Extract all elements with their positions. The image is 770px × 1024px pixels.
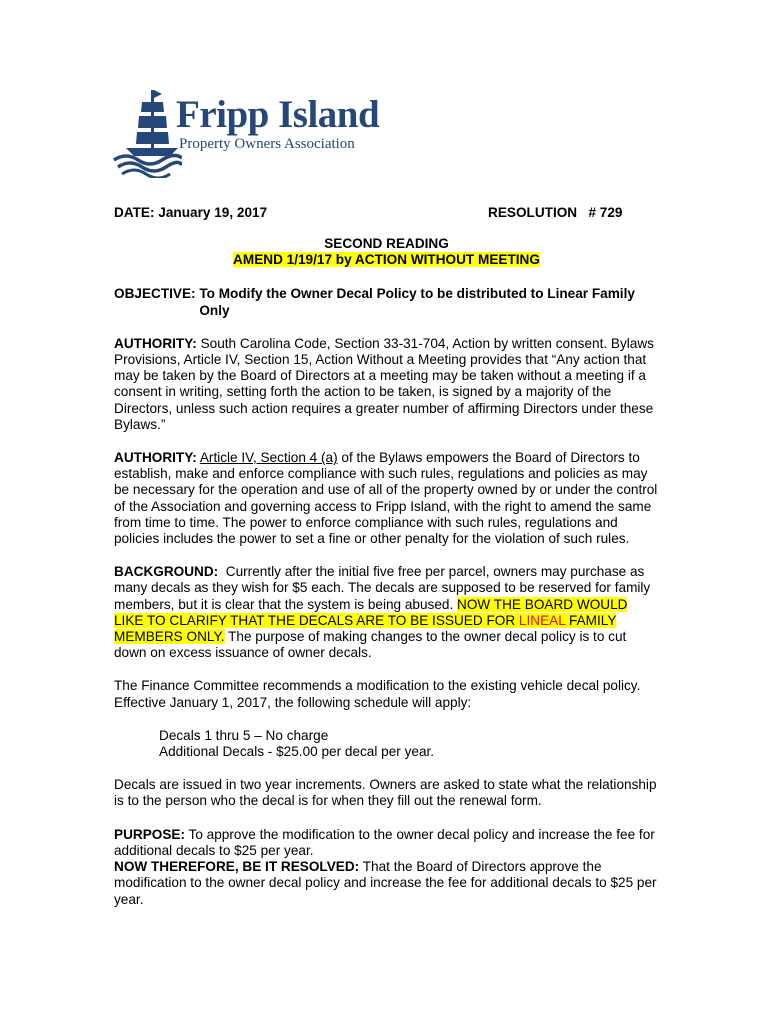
background-paragraph [114,564,659,661]
document-date: DATE: January 19, 2017 [114,205,268,220]
authority-paragraph-1 [114,336,659,433]
authority-text: of the Bylaws empowers the Board of Directors to establish, make and enforce compliance with such rules, regulations and policies as may be necessary for the operation and use of all of the property owned by or under the control of the Association and governing access to Fripp Island, with the right to amend the same from time to time. The power to enforce compliance with such rules, regulations and policies includes the power to set a fine or other penalty for the violation of such rules. [114,450,658,547]
bylaws-article-reference: Article IV, Section 4 (a) [199,450,338,466]
purpose-paragraph [114,827,659,859]
resolution-number: RESOLUTION # 729 [488,205,623,220]
purpose-label: PURPOSE: [114,826,186,842]
authority-text: South Carolina Code, Section 33-31-704, Action by written consent. Bylaws Provisions, Article IV, Section 15, Action Without a Meeting provides that “Any action that may be taken by the Board of Directors at a meeting may be taken without a meeting if a consent in writing, setting forth the action to be taken, is signed by a majority of the Directors, unless such action requires a greater number of affirming Directors under these Bylaws.” [114,335,654,432]
reading-title: SECOND READING [324,236,449,251]
objective-label: OBJECTIVE: [114,286,196,302]
objective-text: To Modify the Owner Decal Policy to be distributed to Linear Family Only [199,286,635,318]
ship-on-waves-icon [112,86,182,178]
background-text: Currently after the initial five free per parcel, owners may purchase as many decals as they wish for $5 each. The decals are supposed to be reserved for family members, but it is clear that the system is being abused. [114,564,651,612]
resolved-paragraph [114,859,659,908]
authority-label: AUTHORITY: [114,335,197,351]
decals-issued-paragraph: Decals are issued in two year increments. Owners are asked to state what the relationship is to the person who the decal is for when they fill out the renewal form. [114,777,657,809]
amend-note [114,252,659,268]
authority-paragraph-2 [114,450,659,547]
schedule-item: Additional Decals - $25.00 per decal per year. [159,744,435,760]
background-label: BACKGROUND: [114,564,219,580]
objective-paragraph [114,286,659,318]
decal-schedule [114,728,659,760]
purpose-text: To approve the modification to the owner decal policy and increase the fee for additional decals to $25 per year. [114,826,655,858]
finance-paragraph: The Finance Committee recommends a modification to the existing vehicle decal policy. Effective January 1, 2017, the following schedule will apply: [114,678,641,710]
background-text-end: The purpose of making changes to the owner decal policy is to cut down on excess issuance of owner decals. [114,629,627,661]
lineal-word: LINEAL [518,612,566,628]
amend-highlight: AMEND 1/19/17 by ACTION WITHOUT MEETING [233,252,540,268]
logo-name: Fripp Island [176,93,380,136]
header-row [114,205,659,222]
fripp-island-logo [112,86,380,178]
clarification-highlight: NOW THE BOARD WOULD LIKE TO CLARIFY THAT THE DECALS ARE TO BE ISSUED FOR LINEAL FAMILY MEMBERS ONLY. [114,596,628,645]
authority-label: AUTHORITY: [114,450,197,466]
resolution-document [114,205,659,908]
resolved-text: That the Board of Directors approve the modification to the owner decal policy and increase the fee for additional decals to $25 per year. [114,859,657,907]
schedule-item: Decals 1 thru 5 – No charge [159,727,329,743]
logo-subtitle: Property Owners Association [179,136,355,152]
resolved-label: NOW THEREFORE, BE IT RESOLVED: [114,859,360,875]
